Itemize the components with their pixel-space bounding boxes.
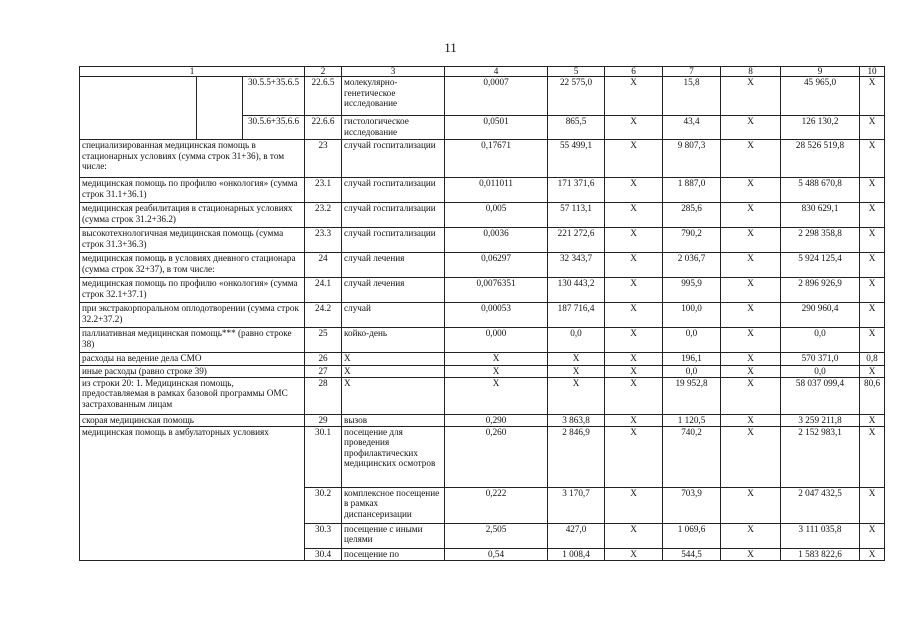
cell-col8: X [721,523,781,548]
cell-col8: X [721,253,781,278]
header-cell: 4 [445,67,548,77]
cell-col4: 0,290 [445,414,548,426]
row-code: 25 [305,328,342,353]
cell-col6: X [605,278,663,303]
row-name: при экстракорпоральном оплодотворении (сумма строк 32.2+37.2) [80,303,305,328]
cell-col4: 0,011011 [445,178,548,203]
cell-col4: 0,0007 [445,77,548,116]
row-name: расходы на ведение дела СМО [80,353,305,366]
cell-col7: 995,9 [663,278,721,303]
row-name: иные расходы (равно строке 39) [80,366,305,378]
cell-col6: X [605,487,663,523]
cell-col9: 126 130,2 [781,116,860,140]
row-name: медицинская реабилитация в стационарных условиях (сумма строк 31.2+36.2) [80,203,305,228]
cell-col7: 19 952,8 [663,377,721,414]
cell-col10: X [860,77,885,116]
row-code: 22.6.6 [305,116,342,140]
unit-cell: X [342,353,445,366]
table-row [80,178,885,203]
cell-col4: X [445,353,548,366]
cell-col4: 0,0036 [445,228,548,253]
cell-col5: X [548,353,605,366]
cell-col6: X [605,253,663,278]
header-cell: 1 [80,67,305,77]
unit-cell: посещение для проведения профилактических медицинских осмотров [342,426,445,487]
page-number: 11 [444,40,457,55]
cell-col6: X [605,328,663,353]
cell-col6: X [605,366,663,378]
cell-col5: 221 272,6 [548,228,605,253]
cell-col9: 58 037 099,4 [781,377,860,414]
unit-cell: случай лечения [342,278,445,303]
unit-cell: случай госпитализации [342,140,445,178]
cell-col6: X [605,523,663,548]
cell-col7: 0,0 [663,366,721,378]
cell-col8: X [721,303,781,328]
cell-col10: X [860,548,885,560]
row-name: медицинская помощь в амбулаторных условиях [80,426,305,560]
unit-cell: случай госпитализации [342,228,445,253]
row-code: 23 [305,140,342,178]
row-code: 24.2 [305,303,342,328]
cell-col7: 740,2 [663,426,721,487]
unit-cell: комплексное посещение в рамках диспансеризации [342,487,445,523]
cell-col7: 1 120,5 [663,414,721,426]
cell-col9: 0,0 [781,366,860,378]
cell-col8: X [721,414,781,426]
row-name: паллиативная медицинская помощь*** (равно строке 38) [80,328,305,353]
cell-col9: 2 047 432,5 [781,487,860,523]
row-code: 30.4 [305,548,342,560]
cell-col5: 130 443,2 [548,278,605,303]
row-name: медицинская помощь в условиях дневного стационара (сумма строк 32+37), в том числе: [80,253,305,278]
cell-col4: 0,0076351 [445,278,548,303]
cell-col8: X [721,228,781,253]
cell-col9: 0,0 [781,328,860,353]
formula-cell: 30.5.5+35.6.5 [243,77,305,116]
unit-cell: X [342,377,445,414]
cell-col8: X [721,178,781,203]
table-row [80,353,885,366]
cell-col4: 0,17671 [445,140,548,178]
cell-col9: 290 960,4 [781,303,860,328]
cell-col5: 427,0 [548,523,605,548]
row-code: 22.6.5 [305,77,342,116]
cell-col10: X [860,253,885,278]
table-row [80,377,885,414]
cell-col6: X [605,303,663,328]
cell-col8: X [721,116,781,140]
cell-col6: X [605,353,663,366]
cell-col10: 0,8 [860,353,885,366]
cell-col4: 2,505 [445,523,548,548]
cell-col4: 0,005 [445,203,548,228]
cell-col10: X [860,116,885,140]
table-row [80,278,885,303]
data-table [79,66,885,561]
cell-col8: X [721,328,781,353]
cell-col7: 285,6 [663,203,721,228]
cell-col7: 9 807,3 [663,140,721,178]
unit-cell: вызов [342,414,445,426]
cell-col4: 0,260 [445,426,548,487]
cell-col6: X [605,77,663,116]
cell-col8: X [721,426,781,487]
row-code: 23.2 [305,203,342,228]
row-name: из строки 20: 1. Медицинская помощь, предоставляемая в рамках базовой программы ОМС застрахованным лицам [80,377,305,414]
cell-col4: 0,00053 [445,303,548,328]
cell-col10: X [860,366,885,378]
unit-cell: посещение по [342,548,445,560]
cell-col7: 100,0 [663,303,721,328]
cell-col6: X [605,377,663,414]
cell-col5: X [548,366,605,378]
row-name: медицинская помощь по профилю «онкология» (сумма строк 32.1+37.1) [80,278,305,303]
cell-col4: 0,54 [445,548,548,560]
cell-col8: X [721,487,781,523]
cell-col4: 0,0501 [445,116,548,140]
row-code: 24 [305,253,342,278]
cell-col7: 544,5 [663,548,721,560]
cell-col8: X [721,140,781,178]
row-name: медицинская помощь по профилю «онкология» (сумма строк 31.1+36.1) [80,178,305,203]
cell-col9: 28 526 519,8 [781,140,860,178]
cell-col7: 0,0 [663,328,721,353]
cell-col9: 2 298 358,8 [781,228,860,253]
cell-col10: X [860,228,885,253]
cell-col5: 1 008,4 [548,548,605,560]
row-name: скорая медицинская помощь [80,414,305,426]
cell-col4: X [445,377,548,414]
cell-col9: 2 896 926,9 [781,278,860,303]
cell-col5: 32 343,7 [548,253,605,278]
cell-col5: 22 575,0 [548,77,605,116]
cell-col5: 865,5 [548,116,605,140]
cell-col10: X [860,328,885,353]
row-code: 23.1 [305,178,342,203]
table-row [80,366,885,378]
cell-col8: X [721,548,781,560]
unit-cell: гистологическое исследование [342,116,445,140]
cell-col6: X [605,414,663,426]
cell-col5: 171 371,6 [548,178,605,203]
unit-cell: посещение с иными целями [342,523,445,548]
cell-col9: 1 583 822,6 [781,548,860,560]
cell-col8: X [721,377,781,414]
header-cell: 9 [781,67,860,77]
cell-col7: 1 887,0 [663,178,721,203]
row-name: специализированная медицинская помощь в стационарных условиях (сумма строк 31+36), в том числе: [80,140,305,178]
cell-col6: X [605,203,663,228]
cell-col9: 5 924 125,4 [781,253,860,278]
cell-col5: X [548,377,605,414]
cell-col10: 80,6 [860,377,885,414]
header-cell: 6 [605,67,663,77]
cell-col7: 703,9 [663,487,721,523]
cell-col6: X [605,426,663,487]
header-cell: 2 [305,67,342,77]
table-row [80,77,885,116]
cell-col7: 790,2 [663,228,721,253]
cell-col8: X [721,353,781,366]
cell-col5: 3 863,8 [548,414,605,426]
cell-col5: 2 846,9 [548,426,605,487]
cell-col10: X [860,278,885,303]
header-cell: 10 [860,67,885,77]
row-code: 27 [305,366,342,378]
cell-col8: X [721,366,781,378]
cell-col4: 0,222 [445,487,548,523]
unit-cell: случай госпитализации [342,203,445,228]
row-code: 30.1 [305,426,342,487]
cell-col5: 57 113,1 [548,203,605,228]
cell-col9: 3 111 035,8 [781,523,860,548]
cell-col6: X [605,140,663,178]
blank-cell [80,77,197,140]
row-code: 26 [305,353,342,366]
unit-cell: случай госпитализации [342,178,445,203]
row-code: 28 [305,377,342,414]
table-row [80,426,885,487]
cell-col9: 830 629,1 [781,203,860,228]
cell-col7: 43,4 [663,116,721,140]
formula-cell: 30.5.6+35.6.6 [243,116,305,140]
cell-col9: 570 371,0 [781,353,860,366]
cell-col4: 0,06297 [445,253,548,278]
cell-col8: X [721,203,781,228]
cell-col9: 3 259 211,8 [781,414,860,426]
cell-col5: 187 716,4 [548,303,605,328]
cell-col4: X [445,366,548,378]
row-code: 23.3 [305,228,342,253]
table-row [80,140,885,178]
header-row [80,67,885,77]
row-code: 30.3 [305,523,342,548]
cell-col6: X [605,116,663,140]
row-code: 24.1 [305,278,342,303]
cell-col10: X [860,203,885,228]
header-cell: 5 [548,67,605,77]
cell-col10: X [860,414,885,426]
cell-col10: X [860,303,885,328]
table-row [80,203,885,228]
cell-col5: 0,0 [548,328,605,353]
table-row [80,328,885,353]
cell-col5: 3 170,7 [548,487,605,523]
cell-col6: X [605,548,663,560]
table-row [80,414,885,426]
cell-col5: 55 499,1 [548,140,605,178]
row-code: 30.2 [305,487,342,523]
cell-col10: X [860,426,885,487]
cell-col7: 196,1 [663,353,721,366]
cell-col10: X [860,178,885,203]
header-cell: 3 [342,67,445,77]
blank-cell [197,77,243,140]
cell-col6: X [605,228,663,253]
unit-cell: случай лечения [342,253,445,278]
cell-col10: X [860,140,885,178]
table-row [80,303,885,328]
row-name: высокотехнологичная медицинская помощь (сумма строк 31.3+36.3) [80,228,305,253]
cell-col4: 0,000 [445,328,548,353]
unit-cell: койко-день [342,328,445,353]
table-row [80,228,885,253]
header-cell: 8 [721,67,781,77]
unit-cell: X [342,366,445,378]
cell-col9: 2 152 983,1 [781,426,860,487]
row-code: 29 [305,414,342,426]
cell-col7: 15,8 [663,77,721,116]
cell-col7: 2 036,7 [663,253,721,278]
cell-col9: 45 965,0 [781,77,860,116]
cell-col10: X [860,487,885,523]
header-cell: 7 [663,67,721,77]
cell-col10: X [860,523,885,548]
table-row [80,253,885,278]
unit-cell: молекулярно-генетическое исследование [342,77,445,116]
cell-col7: 1 069,6 [663,523,721,548]
cell-col8: X [721,77,781,116]
unit-cell: случай [342,303,445,328]
cell-col8: X [721,278,781,303]
cell-col9: 5 488 670,8 [781,178,860,203]
cell-col6: X [605,178,663,203]
